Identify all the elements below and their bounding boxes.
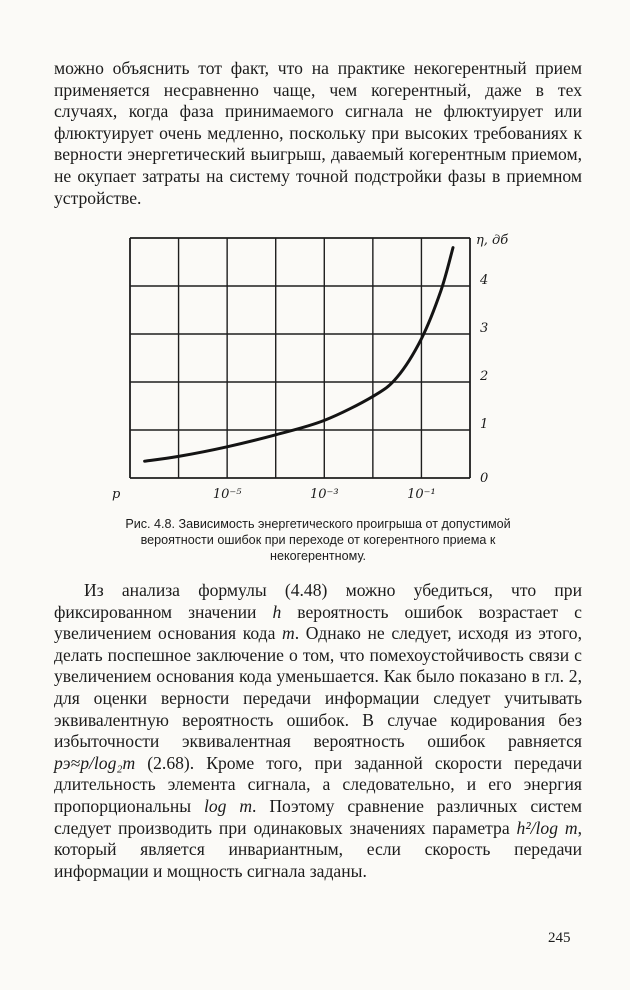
formula-log-m: log m bbox=[203, 795, 253, 816]
formula-parameter: h²/log m bbox=[516, 817, 578, 838]
y-tick-label: 0 bbox=[480, 471, 489, 486]
y-tick-label: 1 bbox=[480, 417, 489, 432]
text-segment: , который является инвариантным, если скорость передачи информации и мощность сигнала заданы. bbox=[54, 817, 583, 881]
x-tick-label: 10⁻¹ bbox=[407, 487, 436, 502]
error-probability-chart bbox=[110, 228, 520, 508]
text-segment: вероятность ошибок возрастает с увеличением основания кода bbox=[54, 601, 582, 644]
paragraph-top: можно объяснить тот факт, что на практике некогерентный прием применяется несравненно чаще, чем когерентный, даже в тех случаях, когда фаза принимаемого сигнала не флюктуирует или флюктуирует очень медленно, поскольку при высоких требованиях к верности энергетический выигрыш, даваемый когерентным приемом, не окупает затраты на систему точной подстройки фазы в приемном устройстве. bbox=[54, 58, 582, 208]
page-number: 245 bbox=[548, 930, 571, 946]
y-tick-label: 3 bbox=[480, 321, 489, 336]
y-tick-label: 4 bbox=[480, 273, 489, 288]
chart-grid bbox=[130, 238, 470, 478]
figure-caption: Рис. 4.8. Зависимость энергетического проигрыша от допустимой вероятности ошибок при переходе от когерентного приема к некогерентному. bbox=[125, 517, 511, 563]
text-segment: . Однако не следует, исходя из этого, делать поспешное заключение о том, что помехоустойчивость связи с увеличением основания кода уменьшается. Как было показано в гл. 2, для оценки верности передачи информации следует учитывать эквивалентную вероятность ошибок. В случае кодирования без избыточности эквивалентная вероятность ошибок равняется bbox=[54, 623, 583, 752]
text-segment: . Поэтому сравнение различных систем следует производить при одинаковых значениях параметра bbox=[54, 795, 582, 838]
chart-tick-labels bbox=[213, 273, 488, 502]
symbol-m: m bbox=[282, 623, 295, 644]
y-axis-label: η, дб bbox=[476, 233, 509, 248]
x-axis-label: p bbox=[112, 487, 121, 502]
x-tick-label: 10⁻⁵ bbox=[212, 487, 242, 502]
formula-equivalent-probability: pэ≈p/log₂m bbox=[54, 752, 136, 773]
symbol-h: h bbox=[272, 601, 282, 622]
text-segment: (2.68). Кроме того, при заданной скорости передачи длительность элемента сигнала, а следовательно, и его энергия пропорциональны bbox=[54, 752, 582, 816]
series-line-eta bbox=[145, 248, 453, 462]
text-segment: Из анализа формулы (4.48) можно убедиться, что при фиксированном значении bbox=[54, 580, 582, 622]
paragraph-bottom bbox=[54, 580, 582, 882]
x-tick-label: 10⁻³ bbox=[309, 487, 339, 502]
figure-4-8 bbox=[110, 228, 520, 508]
y-tick-label: 2 bbox=[480, 369, 489, 384]
